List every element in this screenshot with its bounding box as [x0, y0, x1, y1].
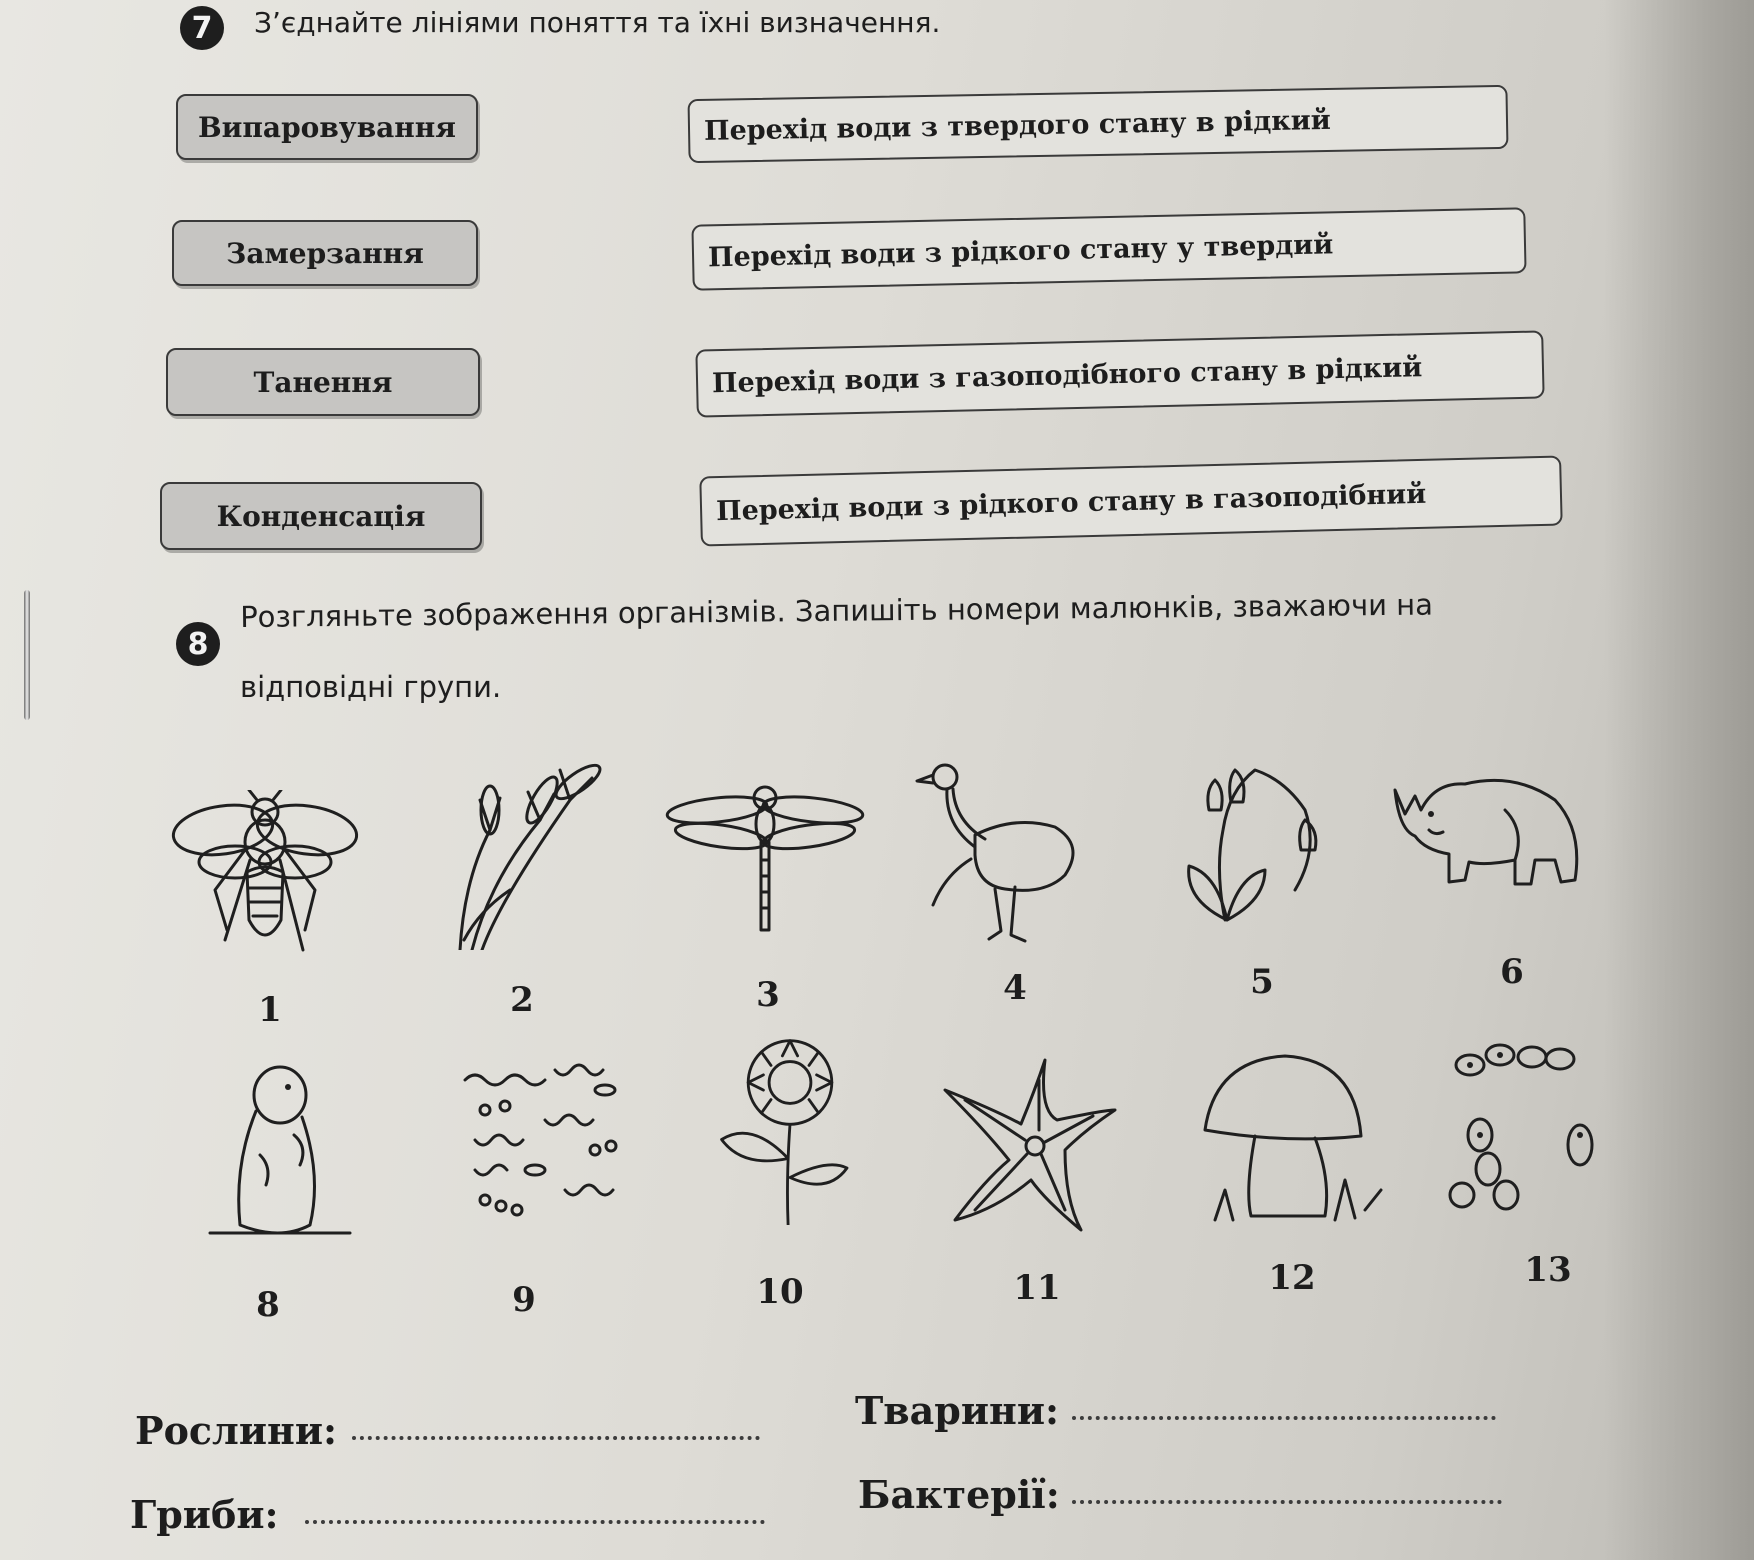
organism-number-13: 13 — [1524, 1250, 1572, 1290]
answer-label-plants: Рослини: — [135, 1408, 338, 1453]
organism-number-12: 12 — [1268, 1258, 1316, 1298]
answer-line-bacteria[interactable] — [1072, 1500, 1502, 1504]
answer-line-fungi[interactable] — [305, 1520, 765, 1524]
organism-number-6: 6 — [1500, 952, 1524, 992]
answer-label-fungi: Гриби: — [130, 1492, 279, 1537]
wheat-icon — [420, 760, 620, 950]
ostrich-icon — [905, 755, 1105, 945]
answer-line-animals[interactable] — [1072, 1416, 1496, 1420]
task-8-number: 8 — [176, 622, 220, 666]
sunflower-icon — [690, 1035, 890, 1225]
task-8-instruction-line1: Розгляньте зображення організмів. Запишіть номери малюнків, зважаючи на — [240, 587, 1434, 634]
organism-number-3: 3 — [756, 975, 780, 1015]
definition-4[interactable]: Перехід води з рідкого стану в газоподібний — [699, 455, 1562, 546]
answer-label-bacteria: Бактерії: — [858, 1472, 1060, 1517]
mushroom-icon — [1185, 1040, 1385, 1230]
definition-3[interactable]: Перехід води з газоподібного стану в рідкий — [695, 330, 1544, 417]
organism-number-9: 9 — [512, 1280, 536, 1320]
organism-number-5: 5 — [1250, 962, 1274, 1002]
task-7-number: 7 — [180, 6, 224, 50]
dragonfly-icon — [665, 780, 865, 970]
organism-number-4: 4 — [1003, 968, 1027, 1008]
organism-number-10: 10 — [756, 1272, 804, 1312]
rhinoceros-icon — [1385, 770, 1585, 960]
bee-icon — [165, 790, 365, 980]
task-8-instruction-line2: відповідні групи. — [240, 670, 502, 704]
cells-icon — [1440, 1035, 1640, 1225]
page-shadow — [1604, 0, 1754, 1560]
organism-number-8: 8 — [256, 1285, 280, 1325]
term-melting[interactable]: Танення — [166, 348, 480, 416]
term-condensation[interactable]: Конденсація — [160, 482, 482, 550]
marmot-icon — [190, 1055, 390, 1245]
bacteria-icon — [445, 1050, 645, 1240]
organism-number-1: 1 — [258, 990, 282, 1030]
bellflower-icon — [1155, 750, 1355, 940]
task-7-instruction: З’єднайте лініями поняття та їхні визначення. — [254, 6, 941, 39]
starfish-icon — [935, 1050, 1135, 1240]
answer-line-plants[interactable] — [352, 1436, 760, 1440]
organism-number-2: 2 — [510, 980, 534, 1020]
organism-number-11: 11 — [1013, 1268, 1061, 1308]
term-freezing[interactable]: Замерзання — [172, 220, 478, 286]
definition-2[interactable]: Перехід води з рідкого стану у твердий — [691, 207, 1526, 290]
definition-1[interactable]: Перехід води з твердого стану в рідкий — [688, 85, 1509, 163]
answer-label-animals: Тварини: — [855, 1388, 1060, 1433]
staple — [24, 590, 30, 720]
term-evaporation[interactable]: Випаровування — [176, 94, 478, 160]
